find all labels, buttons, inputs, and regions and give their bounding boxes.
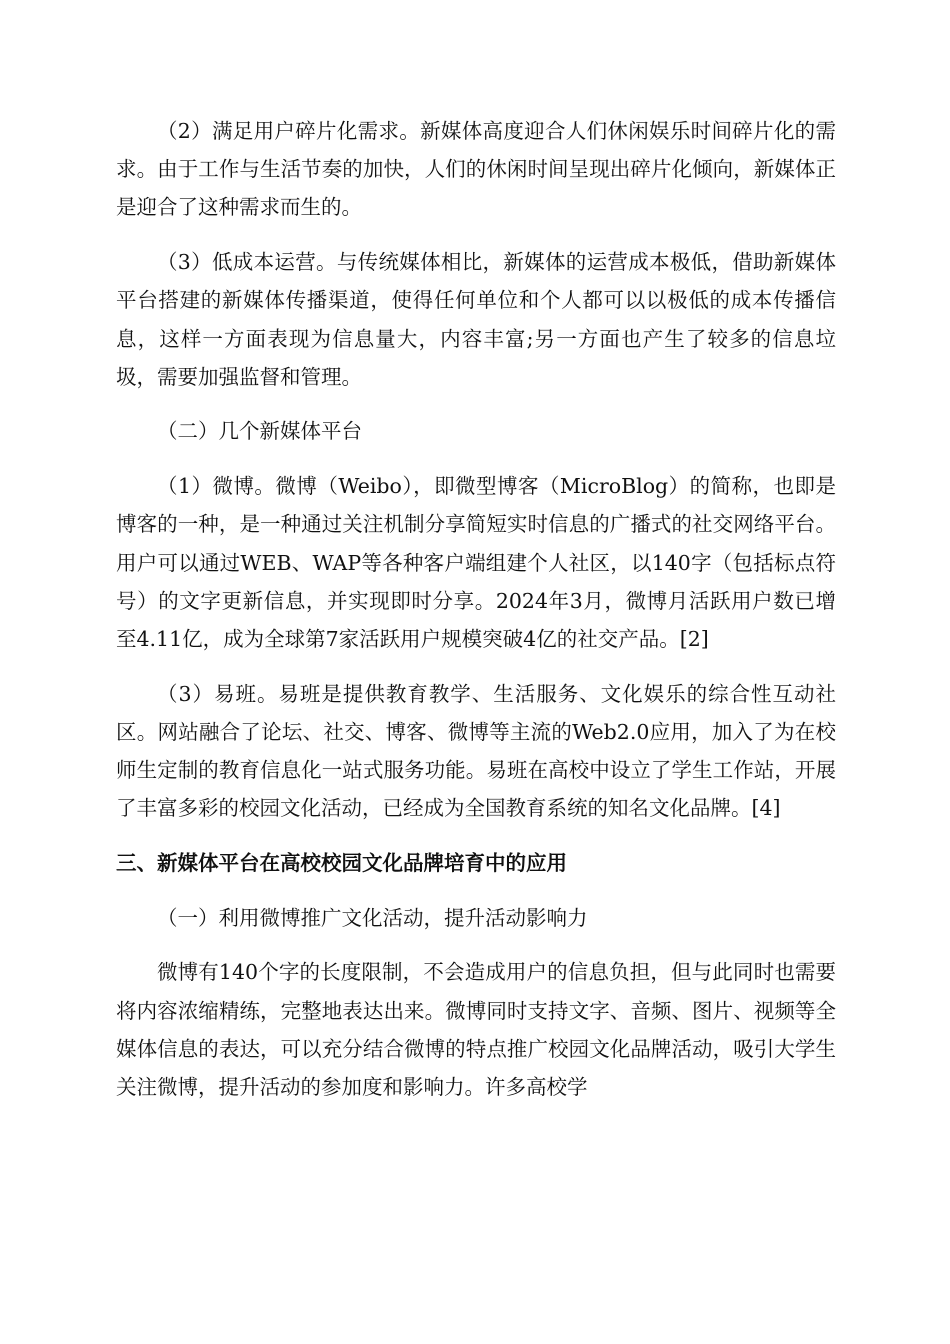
subheading-weibo-promotion: （一）利用微博推广文化活动，提升活动影响力: [157, 905, 588, 930]
subheading-new-media-platforms: （二）几个新媒体平台: [157, 419, 362, 444]
paragraph-weibo-promotion: 微博有140个字的长度限制，不会造成用户的信息负担，但与此同时也需要将内容浓缩精练，完整地表达出来。微博同时支持文字、音频、图片、视频等全媒体信息的表达，可以充分结合微博的特点推广校园文化品牌活动，吸引大学生关注微博，提升活动的参加度和影响力。许多高校学: [116, 960, 836, 1099]
document-page: [116, 112, 836, 1123]
paragraph-weibo: （1）微博。微博（Weibo），即微型博客（MicroBlog）的简称，也即是博客的一种，是一种通过关注机制分享简短实时信息的广播式的社交网络平台。用户可以通过WEB、WAP等各种客户端组建个人社区，以140字（包括标点符号）的文字更新信息，并实现即时分享。2024年3月，微博月活跃用户数已增至4.11亿，成为全球第7家活跃用户规模突破4亿的社交产品。[2]: [116, 474, 836, 651]
paragraph-fragmentation-demand: （2）满足用户碎片化需求。新媒体高度迎合人们休闲娱乐时间碎片化的需求。由于工作与生活节奏的加快，人们的休闲时间呈现出碎片化倾向，新媒体正是迎合了这种需求而生的。: [116, 119, 836, 220]
paragraph-yiban: （3）易班。易班是提供教育教学、生活服务、文化娱乐的综合性互动社区。网站融合了论坛、社交、博客、微博等主流的Web2.0应用，加入了为在校师生定制的教育信息化一站式服务功能。易班在高校中设立了学生工作站，开展了丰富多彩的校园文化活动，已经成为全国教育系统的知名文化品牌。[4]: [116, 681, 836, 821]
section-heading-application: 三、新媒体平台在高校校园文化品牌培育中的应用: [116, 850, 567, 875]
paragraph-low-cost-operation: （3）低成本运营。与传统媒体相比，新媒体的运营成本极低，借助新媒体平台搭建的新媒体传播渠道，使得任何单位和个人都可以以极低的成本传播信息，这样一方面表现为信息量大，内容丰富;另一方面也产生了较多的信息垃圾，需要加强监督和管理。: [116, 250, 836, 389]
